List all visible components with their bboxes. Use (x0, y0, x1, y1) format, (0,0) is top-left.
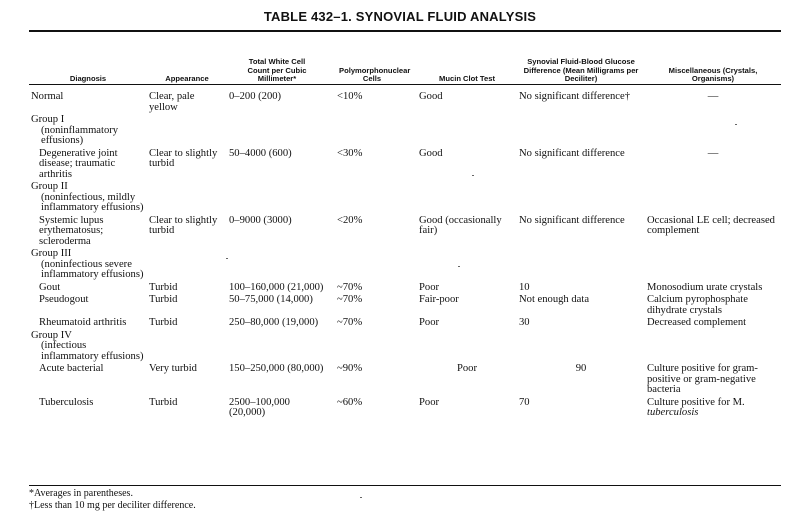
cell-wbc: 100–160,000 (21,000) (229, 281, 324, 293)
group-description: (noninflammatory effusions) (41, 124, 119, 146)
cell-mucin: Poor (419, 317, 440, 328)
cell-pmn: ~70% (337, 281, 363, 293)
header-appearance: Appearance (165, 74, 209, 84)
cell-appearance: Clear to slightly turbid (149, 147, 218, 169)
cell-appearance: Turbid (149, 281, 178, 293)
table-row-normal (29, 88, 781, 115)
table-row-group-iii (29, 249, 781, 283)
cell-mucin: Poor (419, 396, 440, 408)
cell-pmn: ~90% (337, 363, 363, 374)
cell-pmn: <10% (337, 91, 363, 102)
cell-appearance: Turbid (149, 396, 178, 408)
cell-wbc: 50–75,000 (14,000) (229, 294, 313, 305)
cell-glucose: No significant difference† (519, 91, 630, 102)
cell-mucin: Poor (456, 363, 477, 374)
cell-misc: — (707, 147, 719, 159)
synovial-fluid-table (29, 34, 781, 421)
footnotes (29, 488, 429, 512)
top-rule (29, 30, 781, 32)
cell-mucin: Good (419, 91, 443, 102)
scan-speck (472, 175, 474, 176)
header-misc: Miscellaneous (Crystals, Organisms) (668, 65, 758, 84)
table-row-degenerative (29, 149, 781, 183)
cell-glucose: 30 (519, 317, 530, 328)
group-heading (29, 115, 147, 149)
cell-glucose: 90 (575, 363, 587, 374)
footnote-dagger: †Less than 10 mg per deciliter difference. (29, 500, 196, 511)
cell-appearance: Clear to slightly turbid (149, 214, 218, 236)
table-row-group-iv (29, 331, 781, 365)
cell-misc: Calcium pyrophosphate dihydrate crystals (647, 294, 748, 316)
cell-wbc: 150–250,000 (80,000) (229, 363, 324, 374)
cell-appearance: Clear, pale yellow (149, 91, 195, 113)
cell-wbc: 2500–100,000 (20,000) (229, 396, 290, 418)
header-wbc: Total White Cell Count per Cubic Millimeter* (247, 57, 307, 84)
cell-misc: Monosodium urate crystals (647, 281, 763, 293)
cell-wbc: 250–80,000 (19,000) (229, 317, 319, 328)
cell-diagnosis: Rheumatoid arthritis (39, 317, 127, 328)
group-heading (29, 331, 147, 365)
cell-misc: Decreased complement (647, 317, 747, 328)
cell-diagnosis: Gout (39, 281, 61, 293)
cell-glucose: 70 (519, 396, 530, 408)
cell-appearance: Turbid (149, 294, 178, 305)
cell-mucin: Fair-poor (419, 294, 459, 305)
cell-misc: Culture positive for gram-positive or gram-negative bacteria (647, 363, 758, 395)
cell-misc: — (707, 91, 719, 102)
cell-misc: Occasional LE cell; decreased complement (647, 214, 775, 236)
header-mucin: Mucin Clot Test (439, 74, 495, 84)
header-pmn: Polymorphonuclear Cells (339, 65, 411, 84)
header-glucose: Synovial Fluid-Blood Glucose Difference (Mean Milligrams per Deciliter) (523, 57, 639, 84)
cell-misc (645, 398, 781, 421)
table-row-pseudogout (29, 295, 781, 318)
table-row-rheumatoid-arthritis (29, 318, 781, 331)
table-row-acute-bacterial (29, 364, 781, 398)
group-name: Group IV (31, 329, 72, 341)
cell-appearance: Turbid (149, 317, 178, 328)
cell-pmn: ~70% (337, 317, 363, 328)
cell-diagnosis: Acute bacterial (39, 363, 104, 374)
cell-pmn: <30% (337, 147, 363, 159)
cell-appearance: Very turbid (149, 363, 197, 374)
group-name: Group III (31, 248, 72, 259)
cell-glucose: No significant difference (519, 147, 625, 159)
cell-wbc: 0–9000 (3000) (229, 214, 292, 226)
footnote-asterisk: *Averages in parentheses. (29, 488, 133, 499)
group-description: (infectious inflammatory effusions) (41, 340, 144, 362)
cell-glucose: No significant difference (519, 214, 625, 226)
group-heading (29, 249, 147, 283)
cell-diagnosis: Tuberculosis (39, 396, 94, 408)
cell-mucin: Poor (419, 281, 440, 293)
table-row-lupus (29, 216, 781, 250)
header-diagnosis: Diagnosis (69, 74, 107, 84)
misc-text: Culture positive for M. (647, 396, 745, 408)
group-description: (noninfectious severe inflammatory effusions) (41, 258, 144, 280)
cell-glucose: 10 (519, 281, 530, 293)
group-name: Group II (31, 181, 68, 192)
cell-pmn: ~60% (337, 396, 363, 408)
table-row-group-i (29, 115, 781, 149)
cell-pmn: ~70% (337, 294, 363, 305)
cell-glucose: Not enough data (519, 294, 590, 305)
scan-speck (360, 497, 362, 498)
header-row (29, 34, 781, 88)
cell-pmn: <20% (337, 214, 363, 226)
bottom-rule (29, 485, 781, 486)
group-name: Group I (31, 114, 65, 125)
table-row-group-ii (29, 182, 781, 216)
group-description: (noninfectious, mildly inflammatory effusions) (41, 191, 144, 213)
misc-italic-text: tuberculosis (647, 407, 699, 418)
table-title: TABLE 432–1. SYNOVIAL FLUID ANALYSIS (263, 9, 537, 24)
scan-speck (458, 266, 460, 267)
scan-speck (735, 124, 737, 125)
cell-mucin: Good (occasionally fair) (419, 214, 502, 236)
cell-diagnosis: Degenerative joint disease; traumatic arthritis (39, 147, 118, 180)
cell-diagnosis: Pseudogout (39, 294, 89, 305)
group-heading (29, 182, 147, 216)
table-row-tuberculosis (29, 398, 781, 421)
cell-mucin: Good (419, 147, 443, 159)
scan-speck (226, 258, 228, 259)
cell-wbc: 0–200 (200) (229, 91, 282, 102)
cell-diagnosis: Normal (31, 91, 64, 102)
cell-diagnosis: Systemic lupus erythematosus; scleroderma (39, 214, 104, 247)
cell-wbc: 50–4000 (600) (229, 147, 292, 159)
